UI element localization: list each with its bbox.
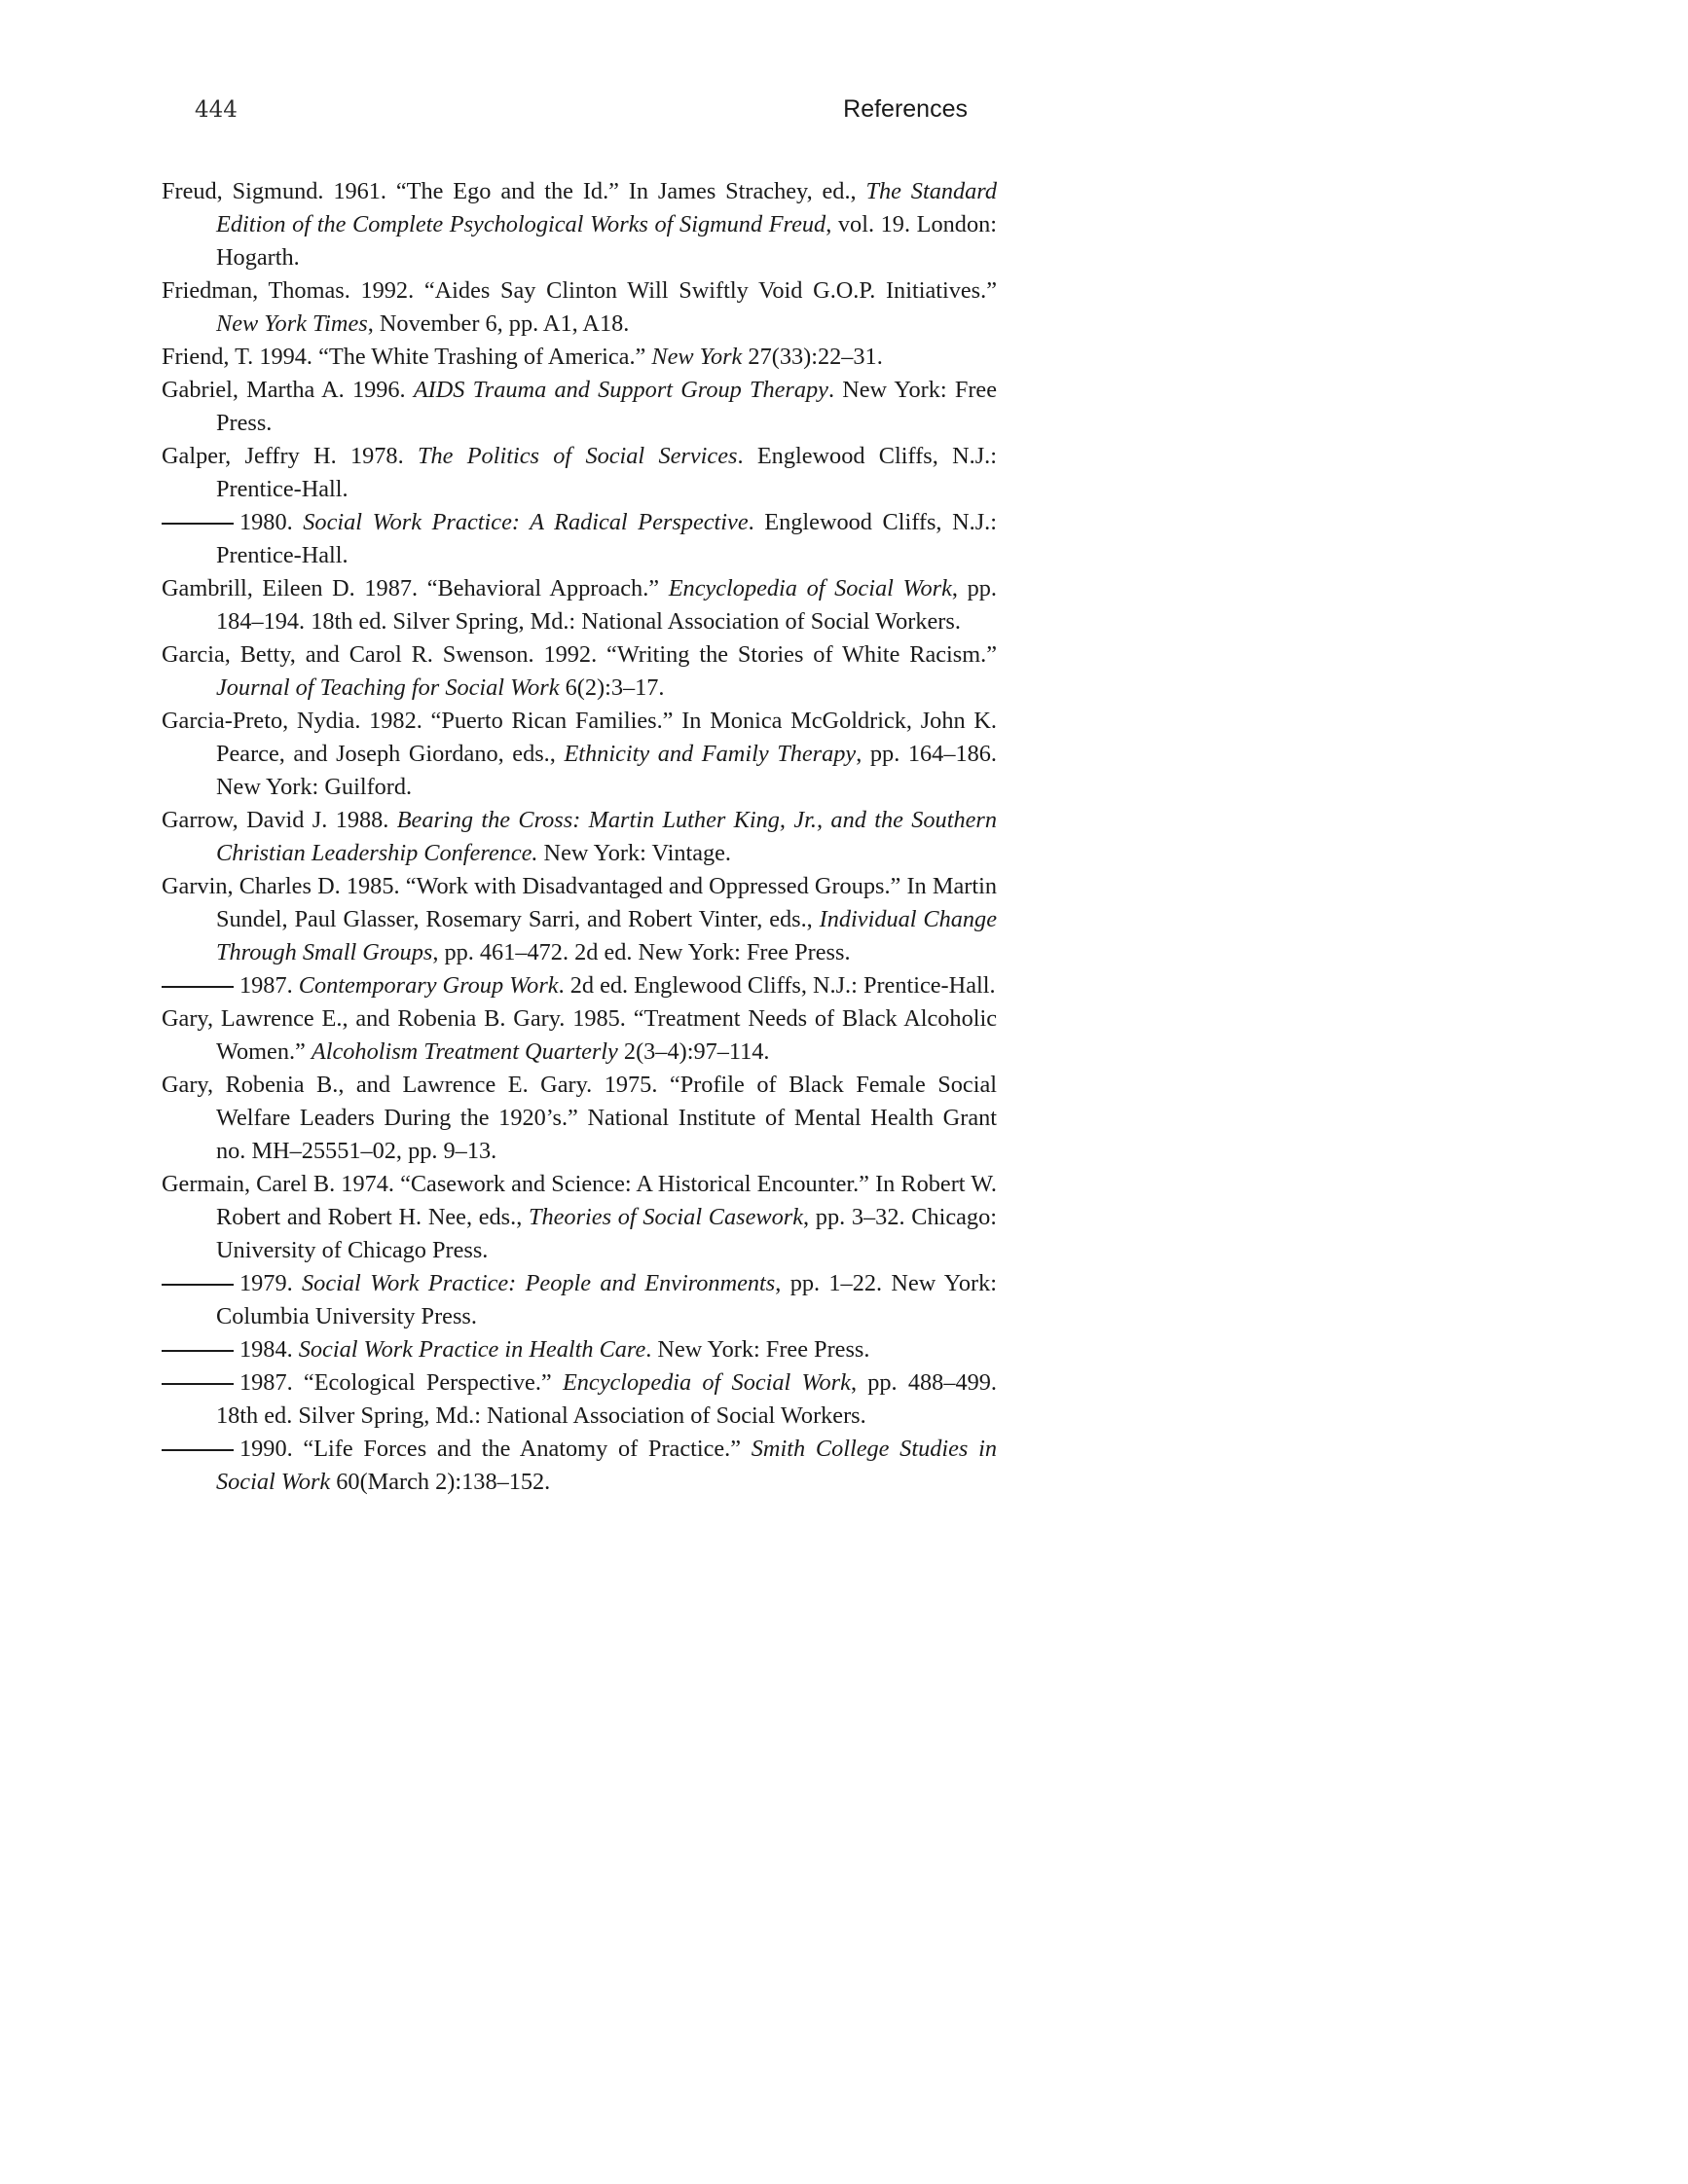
reference-entry [162, 705, 997, 804]
reference-title-italic: The Standard Edition of the Complete Psychological Works of Sigmund Freud [216, 178, 997, 237]
reference-title-italic: AIDS Trauma and Support Group Therapy [413, 377, 828, 403]
reference-title-italic: Individual Change Through Small Groups [216, 906, 997, 965]
reference-entry [162, 572, 997, 638]
reference-text: , pp. 1–22. New York: Columbia University Press. [216, 1270, 998, 1329]
reference-entry [162, 1333, 997, 1366]
reference-text: New York: Vintage. [537, 840, 732, 866]
reference-entry [162, 1002, 997, 1069]
reference-list [162, 175, 997, 1499]
reference-text: , pp. 184–194. 18th ed. Silver Spring, Md.: National Association of Social Workers. [216, 575, 997, 635]
reference-text: 1990. “Life Forces and the Anatomy of Practice.” [239, 1436, 752, 1462]
reference-text: , pp. 488–499. 18th ed. Silver Spring, Md.: National Association of Social Workers. [216, 1369, 997, 1429]
repeat-author-rule [162, 1284, 234, 1286]
reference-text: 6(2):3–17. [559, 674, 665, 701]
reference-text: . Englewood Cliffs, N.J.: Prentice-Hall. [216, 443, 997, 502]
reference-text: Gary, Lawrence E., and Robenia B. Gary. 1985. “Treatment Needs of Black Alcoholic Women.” [162, 1005, 997, 1065]
repeat-author-rule [162, 1350, 234, 1352]
reference-text: Garcia-Preto, Nydia. 1982. “Puerto Rican Families.” In Monica McGoldrick, John K. Pearce, and Joseph Giordano, eds., [162, 708, 997, 767]
repeat-author-rule [162, 1383, 234, 1385]
reference-text: Friedman, Thomas. 1992. “Aides Say Clinton Will Swiftly Void G.O.P. Initiatives.” [162, 277, 997, 304]
repeat-author-rule [162, 986, 234, 988]
reference-text: Garvin, Charles D. 1985. “Work with Disadvantaged and Oppressed Groups.” In Martin Sundel, Paul Glasser, Rosemary Sarri, and Robert Vinter, eds., [162, 873, 997, 932]
reference-text: , pp. 164–186. New York: Guilford. [216, 741, 997, 800]
reference-text: 1980. [239, 509, 304, 535]
reference-title-italic: Bearing the Cross: Martin Luther King, Jr., and the Southern Christian Leadership Conference. [216, 807, 997, 866]
reference-entry [162, 638, 997, 705]
reference-title-italic: Social Work Practice: People and Environments [302, 1270, 776, 1296]
repeat-author-rule [162, 1449, 234, 1451]
reference-text: 60(March 2):138–152. [330, 1469, 551, 1495]
reference-text: . Englewood Cliffs, N.J.: Prentice-Hall. [216, 509, 998, 568]
reference-title-italic: New York [651, 344, 743, 370]
reference-text: , November 6, pp. A1, A18. [367, 310, 630, 337]
reference-text: Germain, Carel B. 1974. “Casework and Science: A Historical Encounter.” In Robert W. Robert and Robert H. Nee, eds., [162, 1171, 997, 1230]
reference-entry [162, 1069, 997, 1168]
reference-title-italic: Contemporary Group Work [298, 972, 559, 999]
reference-entry [162, 1433, 997, 1499]
reference-text: Gary, Robenia B., and Lawrence E. Gary. 1975. “Profile of Black Female Social Welfare Leaders During the 1920’s.” National Institute of Mental Health Grant no. MH–25551–02, pp. 9–13. [162, 1072, 997, 1164]
reference-text: . 2d ed. Englewood Cliffs, N.J.: Prentice-Hall. [558, 972, 996, 999]
reference-text: 2(3–4):97–114. [617, 1038, 770, 1065]
reference-title-italic: Encyclopedia of Social Work [562, 1369, 851, 1396]
reference-text: Gabriel, Martha A. 1996. [162, 377, 414, 403]
reference-text: 1987. [239, 972, 299, 999]
running-head: References [843, 95, 968, 123]
reference-entry [162, 506, 997, 572]
page-number: 444 [195, 97, 238, 123]
reference-entry [162, 870, 997, 969]
reference-entry [162, 1267, 997, 1333]
reference-entry [162, 274, 997, 341]
reference-text: 1984. [239, 1336, 299, 1363]
reference-entry [162, 804, 997, 870]
reference-text: Freud, Sigmund. 1961. “The Ego and the Id.” In James Strachey, ed., [162, 178, 866, 204]
repeat-author-rule [162, 523, 234, 525]
reference-text: Garcia, Betty, and Carol R. Swenson. 1992. “Writing the Stories of White Racism.” [162, 641, 997, 668]
reference-text: Garrow, David J. 1988. [162, 807, 397, 833]
reference-entry [162, 440, 997, 506]
reference-text: , vol. 19. London: Hogarth. [216, 211, 997, 271]
reference-entry [162, 1366, 997, 1433]
reference-entry [162, 374, 997, 440]
reference-entry [162, 175, 997, 274]
reference-text: Friend, T. 1994. “The White Trashing of America.” [162, 344, 652, 370]
reference-title-italic: Ethnicity and Family Therapy [564, 741, 857, 767]
reference-title-italic: Social Work Practice in Health Care [298, 1336, 646, 1363]
reference-entry [162, 341, 997, 374]
reference-text: . New York: Free Press. [645, 1336, 870, 1363]
reference-text: , pp. 461–472. 2d ed. New York: Free Press. [432, 939, 851, 965]
reference-text: Gambrill, Eileen D. 1987. “Behavioral Approach.” [162, 575, 669, 601]
reference-text: Galper, Jeffry H. 1978. [162, 443, 418, 469]
reference-text: 1987. “Ecological Perspective.” [239, 1369, 563, 1396]
reference-entry [162, 969, 997, 1002]
reference-text: 27(33):22–31. [742, 344, 883, 370]
reference-entry [162, 1168, 997, 1267]
reference-title-italic: The Politics of Social Services [417, 443, 738, 469]
reference-title-italic: Encyclopedia of Social Work [668, 575, 952, 601]
reference-title-italic: Smith College Studies in Social Work [216, 1436, 997, 1495]
reference-title-italic: Alcoholism Treatment Quarterly [311, 1038, 618, 1065]
page-header [195, 97, 968, 136]
reference-text: 1979. [239, 1270, 303, 1296]
reference-text: , pp. 3–32. Chicago: University of Chicago Press. [216, 1204, 997, 1263]
reference-text: . New York: Free Press. [216, 377, 997, 436]
reference-title-italic: Journal of Teaching for Social Work [216, 674, 560, 701]
reference-title-italic: Theories of Social Casework [528, 1204, 803, 1230]
reference-title-italic: New York Times [216, 310, 368, 337]
reference-title-italic: Social Work Practice: A Radical Perspective [303, 509, 749, 535]
